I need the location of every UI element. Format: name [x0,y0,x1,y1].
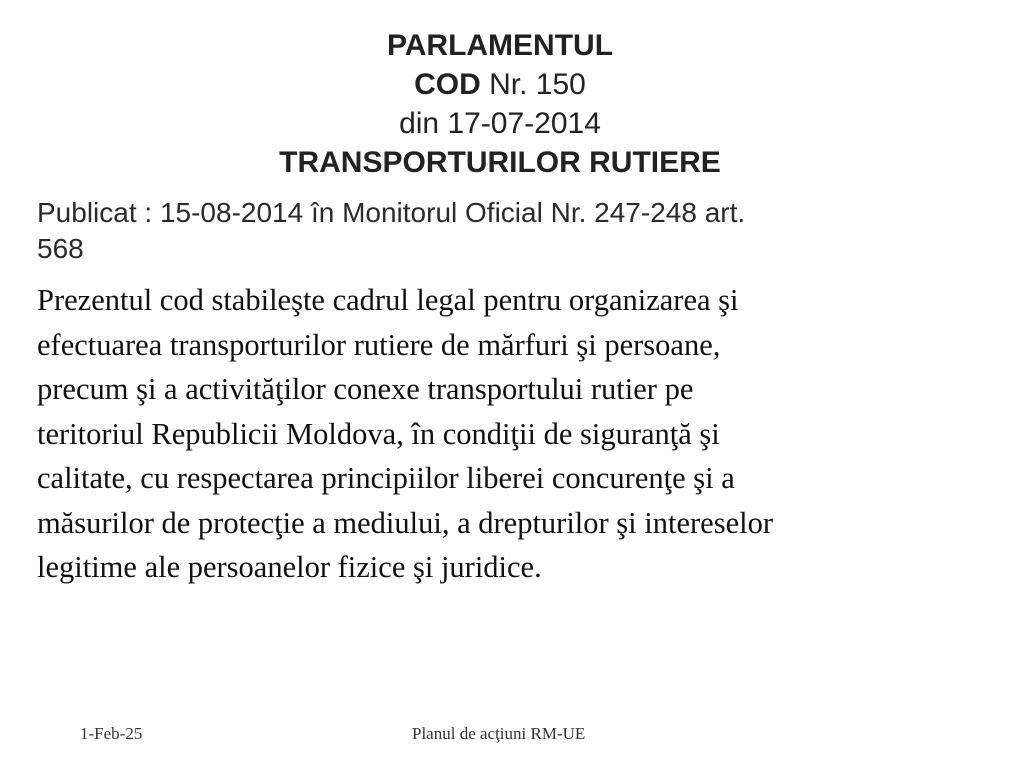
publication-info [37,195,987,267]
publication-line-2: 568 [37,233,84,264]
footer-date: 1-Feb-25 [80,724,143,743]
parliament-heading: PARLAMENTUL [386,29,614,62]
description-line: efectuarea transporturilor rutiere de mărfuri şi persoane, [37,327,721,362]
code-date: din 17-07-2014 [399,107,601,140]
title-block [0,26,1000,182]
publication-line-1: Publicat : 15-08-2014 în Monitorul Oficial Nr. 247-248 art. [37,197,746,228]
code-number-line [0,65,1000,104]
description-line: legitime ale persoanelor fizice şi juridice. [37,550,542,584]
footer-title: Planul de acţiuni RM-UE [412,724,586,743]
description-line: precum şi a activităţilor conexe transportului rutier pe [37,372,694,406]
description-line: măsurilor de protecţie a mediului, a drepturilor şi intereselor [37,505,773,540]
code-label: COD [414,68,481,101]
description-line: calitate, cu respectarea principiilor liberei concurenţe şi a [37,461,735,495]
code-number: Nr. 150 [480,68,586,101]
code-description [37,278,997,590]
description-line: teritoriul Republicii Moldova, în condiţii de siguranţă şi [37,416,720,451]
code-subject: TRANSPORTURILOR RUTIERE [279,146,721,179]
description-line: Prezentul cod stabileşte cadrul legal pentru organizarea şi [37,283,739,317]
